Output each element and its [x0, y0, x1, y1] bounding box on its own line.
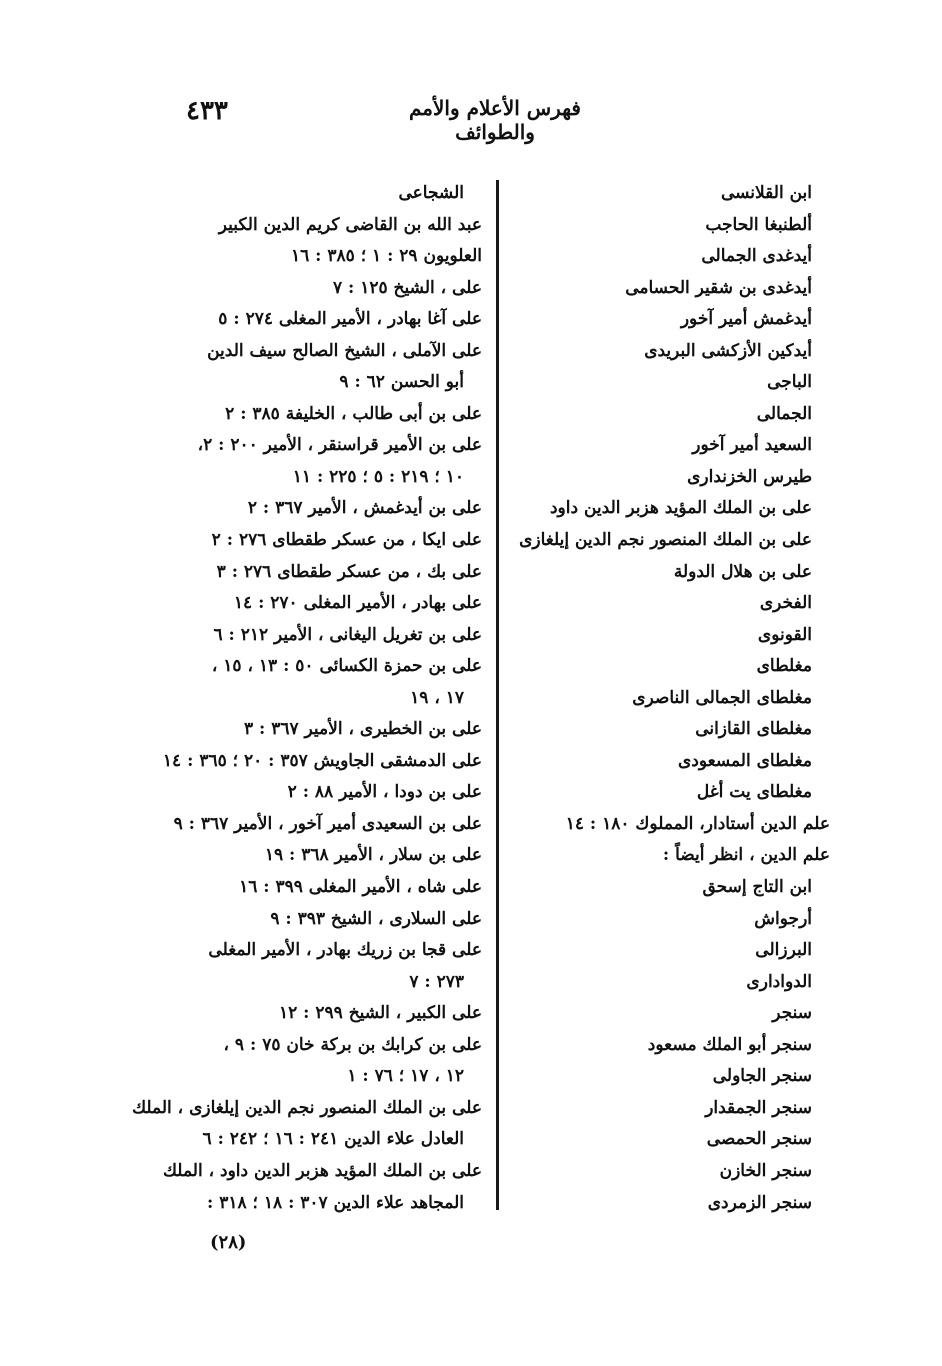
running-header-title: فهرس الأعلام والأمم والطوائف [408, 96, 581, 144]
index-entry-continuation: ١٧ ، ١٩ [410, 687, 464, 708]
page-number: ٤٣٣ [186, 96, 228, 126]
index-entry: أيدكين الأزكشى البريدى [644, 340, 812, 361]
index-entry: على بن تغريل اليغانى ، الأمير ٢١٢ : ٦ [213, 624, 482, 645]
index-entry: على بن الأمير قراسنقر ، الأمير ٢٠٠ : ٢، [197, 435, 482, 456]
index-entry: على بن دودا ، الأمير ٨٨ : ٢ [287, 782, 482, 803]
index-entry: السعيد أمير آخور [692, 435, 812, 456]
index-entry-continuation: العادل علاء الدين ٢٤١ : ١٦ ؛ ٢٤٢ : ٦ [202, 1129, 464, 1150]
index-entry: مغلطاى الجمالى الناصرى [632, 687, 812, 708]
index-entry: على ايكا ، من عسكر طقطاى ٢٧٦ : ٢ [211, 530, 482, 551]
index-entry: أيدغدى بن شقير الحسامى [625, 277, 812, 298]
column-divider [496, 180, 499, 1210]
index-entry: القونوى [757, 624, 812, 645]
index-entry: على شاه ، الأمير المغلى ٣٩٩ : ١٦ [239, 877, 482, 898]
index-entry: على الدمشقى الجاويش ٣٥٧ : ٢٠ ؛ ٣٦٥ : ١٤ [162, 750, 482, 771]
index-entry: أرجواش [754, 908, 812, 929]
index-entry: الدوادارى [746, 971, 812, 992]
index-entry: سنجر الخازن [719, 1160, 812, 1181]
left-index-column [132, 178, 482, 1219]
index-entry: مغلطاى [756, 656, 812, 677]
right-index-column [519, 178, 830, 1219]
index-entry: الجمالى [756, 403, 812, 424]
index-entry: على بهادر ، الأمير المغلى ٢٧٠ : ١٤ [233, 593, 482, 614]
index-entry: الفخرى [759, 593, 812, 614]
index-entry: أيدغمش أمير آخور [680, 309, 812, 330]
index-entry-continuation: ٢٧٣ : ٧ [409, 971, 464, 992]
index-entry: على الآملى ، الشيخ الصالح سيف الدين [207, 340, 482, 361]
index-entry: على بن أبى طالب ، الخليفة ٣٨٥ : ٢ [225, 403, 482, 424]
index-entry: على بن كرابك بن بركة خان ٧٥ : ٩ ، [223, 1034, 482, 1055]
index-entry: على بن أيدغمش ، الأمير ٣٦٧ : ٢ [247, 498, 482, 519]
index-entry-heading: علم الدين ، انظر أيضاً : [662, 845, 830, 866]
index-entry: سنجر [772, 1003, 812, 1024]
index-entry: على بن السعيدى أمير آخور ، الأمير ٣٦٧ : ٩ [173, 813, 482, 834]
index-entry: ابن القلانسى [720, 183, 812, 203]
index-entry: عبد الله بن القاضى كريم الدين الكبير [218, 214, 482, 235]
index-entry: على الكبير ، الشيخ ٢٩٩ : ١٢ [278, 1003, 482, 1024]
index-entry: على بن الملك المنصور نجم الدين إيلغازى ، الملك [132, 1097, 482, 1118]
index-entry-continuation: المجاهد علاء الدين ٣٠٧ : ١٨ ؛ ٣١٨ : [207, 1192, 464, 1213]
index-entry: على ، الشيخ ١٢٥ : ٧ [332, 277, 482, 298]
index-entry: على السلارى ، الشيخ ٣٩٣ : ٩ [270, 908, 482, 929]
index-entry: سنجر الحمصى [706, 1129, 812, 1150]
index-entry: الشجاعى [398, 183, 464, 203]
index-entry: على بن هلال الدولة [673, 561, 812, 582]
index-entry: أيدغدى الجمالى [701, 246, 812, 267]
index-entry: مغلطاى المسعودى [677, 750, 812, 771]
index-entry: على بن حمزة الكسائى ٥٠ : ١٣ ، ١٥ ، [211, 656, 482, 677]
index-entry: طيرس الخزندارى [687, 466, 812, 487]
index-entry: على آغا بهادر ، الأمير المغلى ٢٧٤ : ٥ [218, 309, 482, 330]
index-entry: سنجر الجاولى [712, 1066, 812, 1087]
index-entry-continuation: أبو الحسن ٦٢ : ٩ [339, 372, 464, 393]
index-entry: على قجا بن زريك بهادر ، الأمير المغلى [208, 940, 482, 961]
index-entry: على بن الملك المنصور نجم الدين إيلغازى [519, 530, 812, 551]
index-entry: على بن الخطيرى ، الأمير ٣٦٧ : ٣ [243, 719, 482, 740]
index-entry: البرزالى [755, 940, 812, 961]
index-entry: الباجى [767, 372, 812, 393]
index-entry: على بن الملك المؤيد هزبر الدين داود [549, 498, 812, 519]
index-entry: سنجر الزمردى [707, 1192, 812, 1213]
index-entry-heading: علم الدين أستادار، المملوك ١٨٠ : ١٤ [565, 813, 830, 834]
index-entry: سنجر أبو الملك مسعود [647, 1034, 812, 1055]
index-entry: مغلطاى يت أغل [696, 782, 812, 803]
index-entry-continuation: ١٠ ؛ ٢١٩ : ٥ ؛ ٢٢٥ : ١١ [292, 466, 464, 487]
index-entry: العلويون ٢٩ : ١ ؛ ٣٨٥ : ١٦ [290, 246, 482, 267]
index-entry: سنجر الجمقدار [705, 1097, 812, 1118]
index-entry: ابن التاج إسحق [702, 877, 812, 898]
index-entry: ألطنبغا الحاجب [705, 214, 812, 235]
index-entry: على بن سلار ، الأمير ٣٦٨ : ١٩ [264, 845, 482, 866]
index-entry: على بن الملك المؤيد هزبر الدين داود ، الملك [162, 1160, 482, 1181]
signature-mark: (٢٨) [210, 1232, 247, 1253]
index-entry-continuation: ١٢ ، ١٧ ؛ ٧٦ : ١ [347, 1066, 464, 1087]
index-entry: على بك ، من عسكر طقطاى ٢٧٦ : ٣ [216, 561, 482, 582]
index-entry: مغلطاى القازانى [695, 719, 812, 740]
